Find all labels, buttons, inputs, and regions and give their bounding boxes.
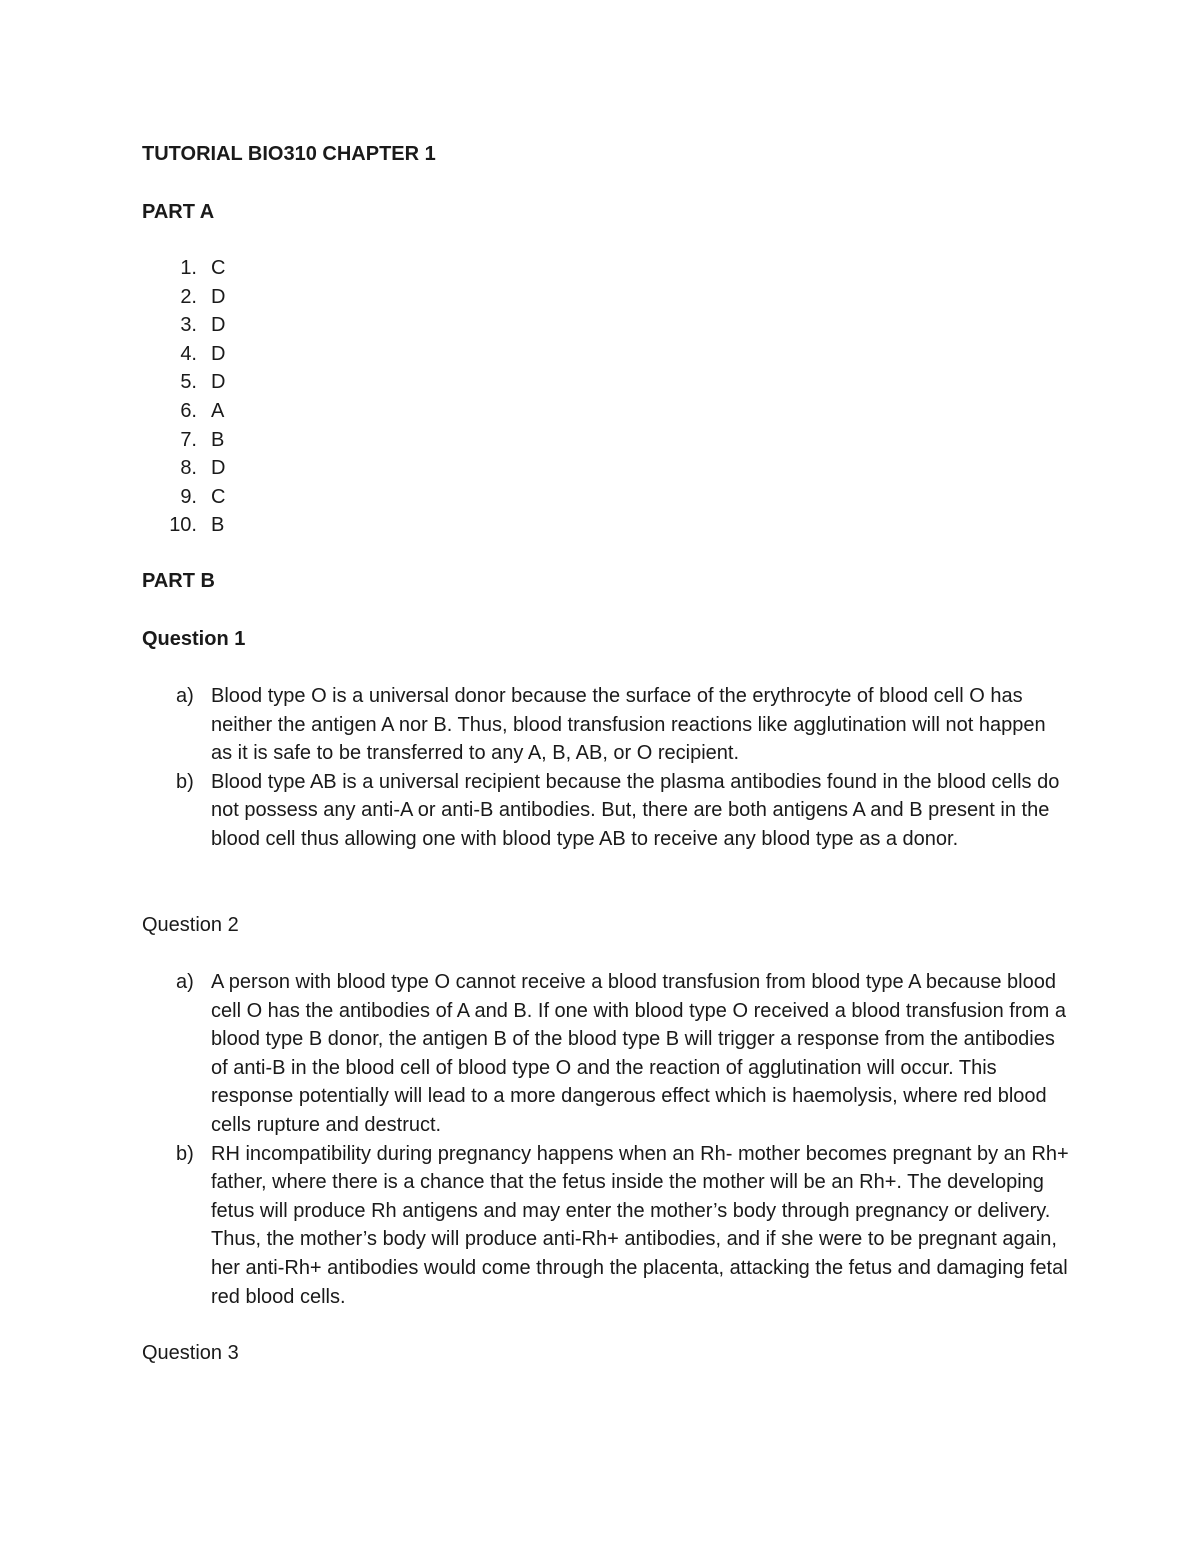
answer-text: Blood type O is a universal donor because the surface of the erythrocyte of blood cell O has neither the antigen A nor B. Thus, blood transfusion reactions like agglutination will not happen as it is safe to be transferred to any A, B, AB, or O recipient. — [211, 685, 1046, 765]
answer-number: 9. — [180, 485, 197, 508]
list-marker: a) — [176, 971, 194, 993]
answer-text: Blood type AB is a universal recipient because the plasma antibodies found in the blood cells do not possess any anti-A or anti-B antibodies. But, there are both antigens A and B present in the blood cell thus allowing one with blood type AB to receive any blood type as a donor. — [211, 770, 1060, 850]
answer-number: 8. — [180, 457, 197, 480]
question-2-answer-list — [142, 968, 1072, 1311]
answer-value: B — [211, 428, 225, 451]
answer-value: A — [211, 399, 225, 422]
answer-text: RH incompatibility during pregnancy happens when an Rh- mother becomes pregnant by an Rh+ father, where there is a chance that the fetus inside the mother will be an Rh+. The developing fetus will produce Rh antigens and may enter the mother’s body through pregnancy or delivery. Thus, the mother’s body will produce anti-Rh+ antibodies, and if she were to be pregnant again, her anti-Rh+ antibodies would come through the placenta, attacking the fetus and damaging fetal red blood cells. — [211, 1142, 1069, 1308]
list-item — [142, 768, 1072, 854]
question-1-answer-list — [142, 682, 1072, 854]
answer-number: 1. — [180, 257, 197, 279]
answer-value: D — [211, 342, 226, 365]
answer-number: 6. — [180, 399, 197, 422]
question-2-heading: Question 2 — [142, 914, 239, 936]
answer-number: 7. — [180, 428, 197, 451]
answer-value: C — [211, 257, 226, 279]
answer-number: 3. — [180, 314, 197, 337]
list-item — [142, 682, 1072, 768]
answer-value: D — [211, 285, 226, 308]
answer-value: D — [211, 371, 226, 394]
part-b-heading: PART B — [142, 570, 215, 592]
answer-value: D — [211, 314, 226, 337]
list-item — [142, 968, 1072, 1140]
answer-value: C — [211, 485, 226, 508]
answer-value: D — [211, 457, 226, 480]
document-title: TUTORIAL BIO310 CHAPTER 1 — [142, 143, 436, 165]
answer-value: B — [211, 514, 225, 537]
question-1-heading: Question 1 — [142, 628, 246, 650]
answer-number: 10. — [169, 514, 197, 537]
list-item — [142, 1140, 1072, 1312]
answer-number: 2. — [180, 285, 197, 308]
list-marker: b) — [176, 770, 194, 793]
part-a-heading: PART A — [142, 201, 215, 223]
list-marker: b) — [176, 1142, 194, 1165]
answer-number: 4. — [180, 342, 197, 365]
answer-text: A person with blood type O cannot receive a blood transfusion from blood type A because blood cell O has the antibodies of A and B. If one with blood type O received a blood transfusion from a blood type B donor, the antigen B of the blood type B will trigger a response from the antibodies of anti-B in the blood cell of blood type O and the reaction of agglutination will occur. This response potentially will lead to a more dangerous effect which is haemolysis, where red blood cells rupture and destruct. — [211, 971, 1066, 1136]
list-marker: a) — [176, 685, 194, 707]
answer-number: 5. — [180, 371, 197, 394]
question-3-heading: Question 3 — [142, 1342, 239, 1364]
